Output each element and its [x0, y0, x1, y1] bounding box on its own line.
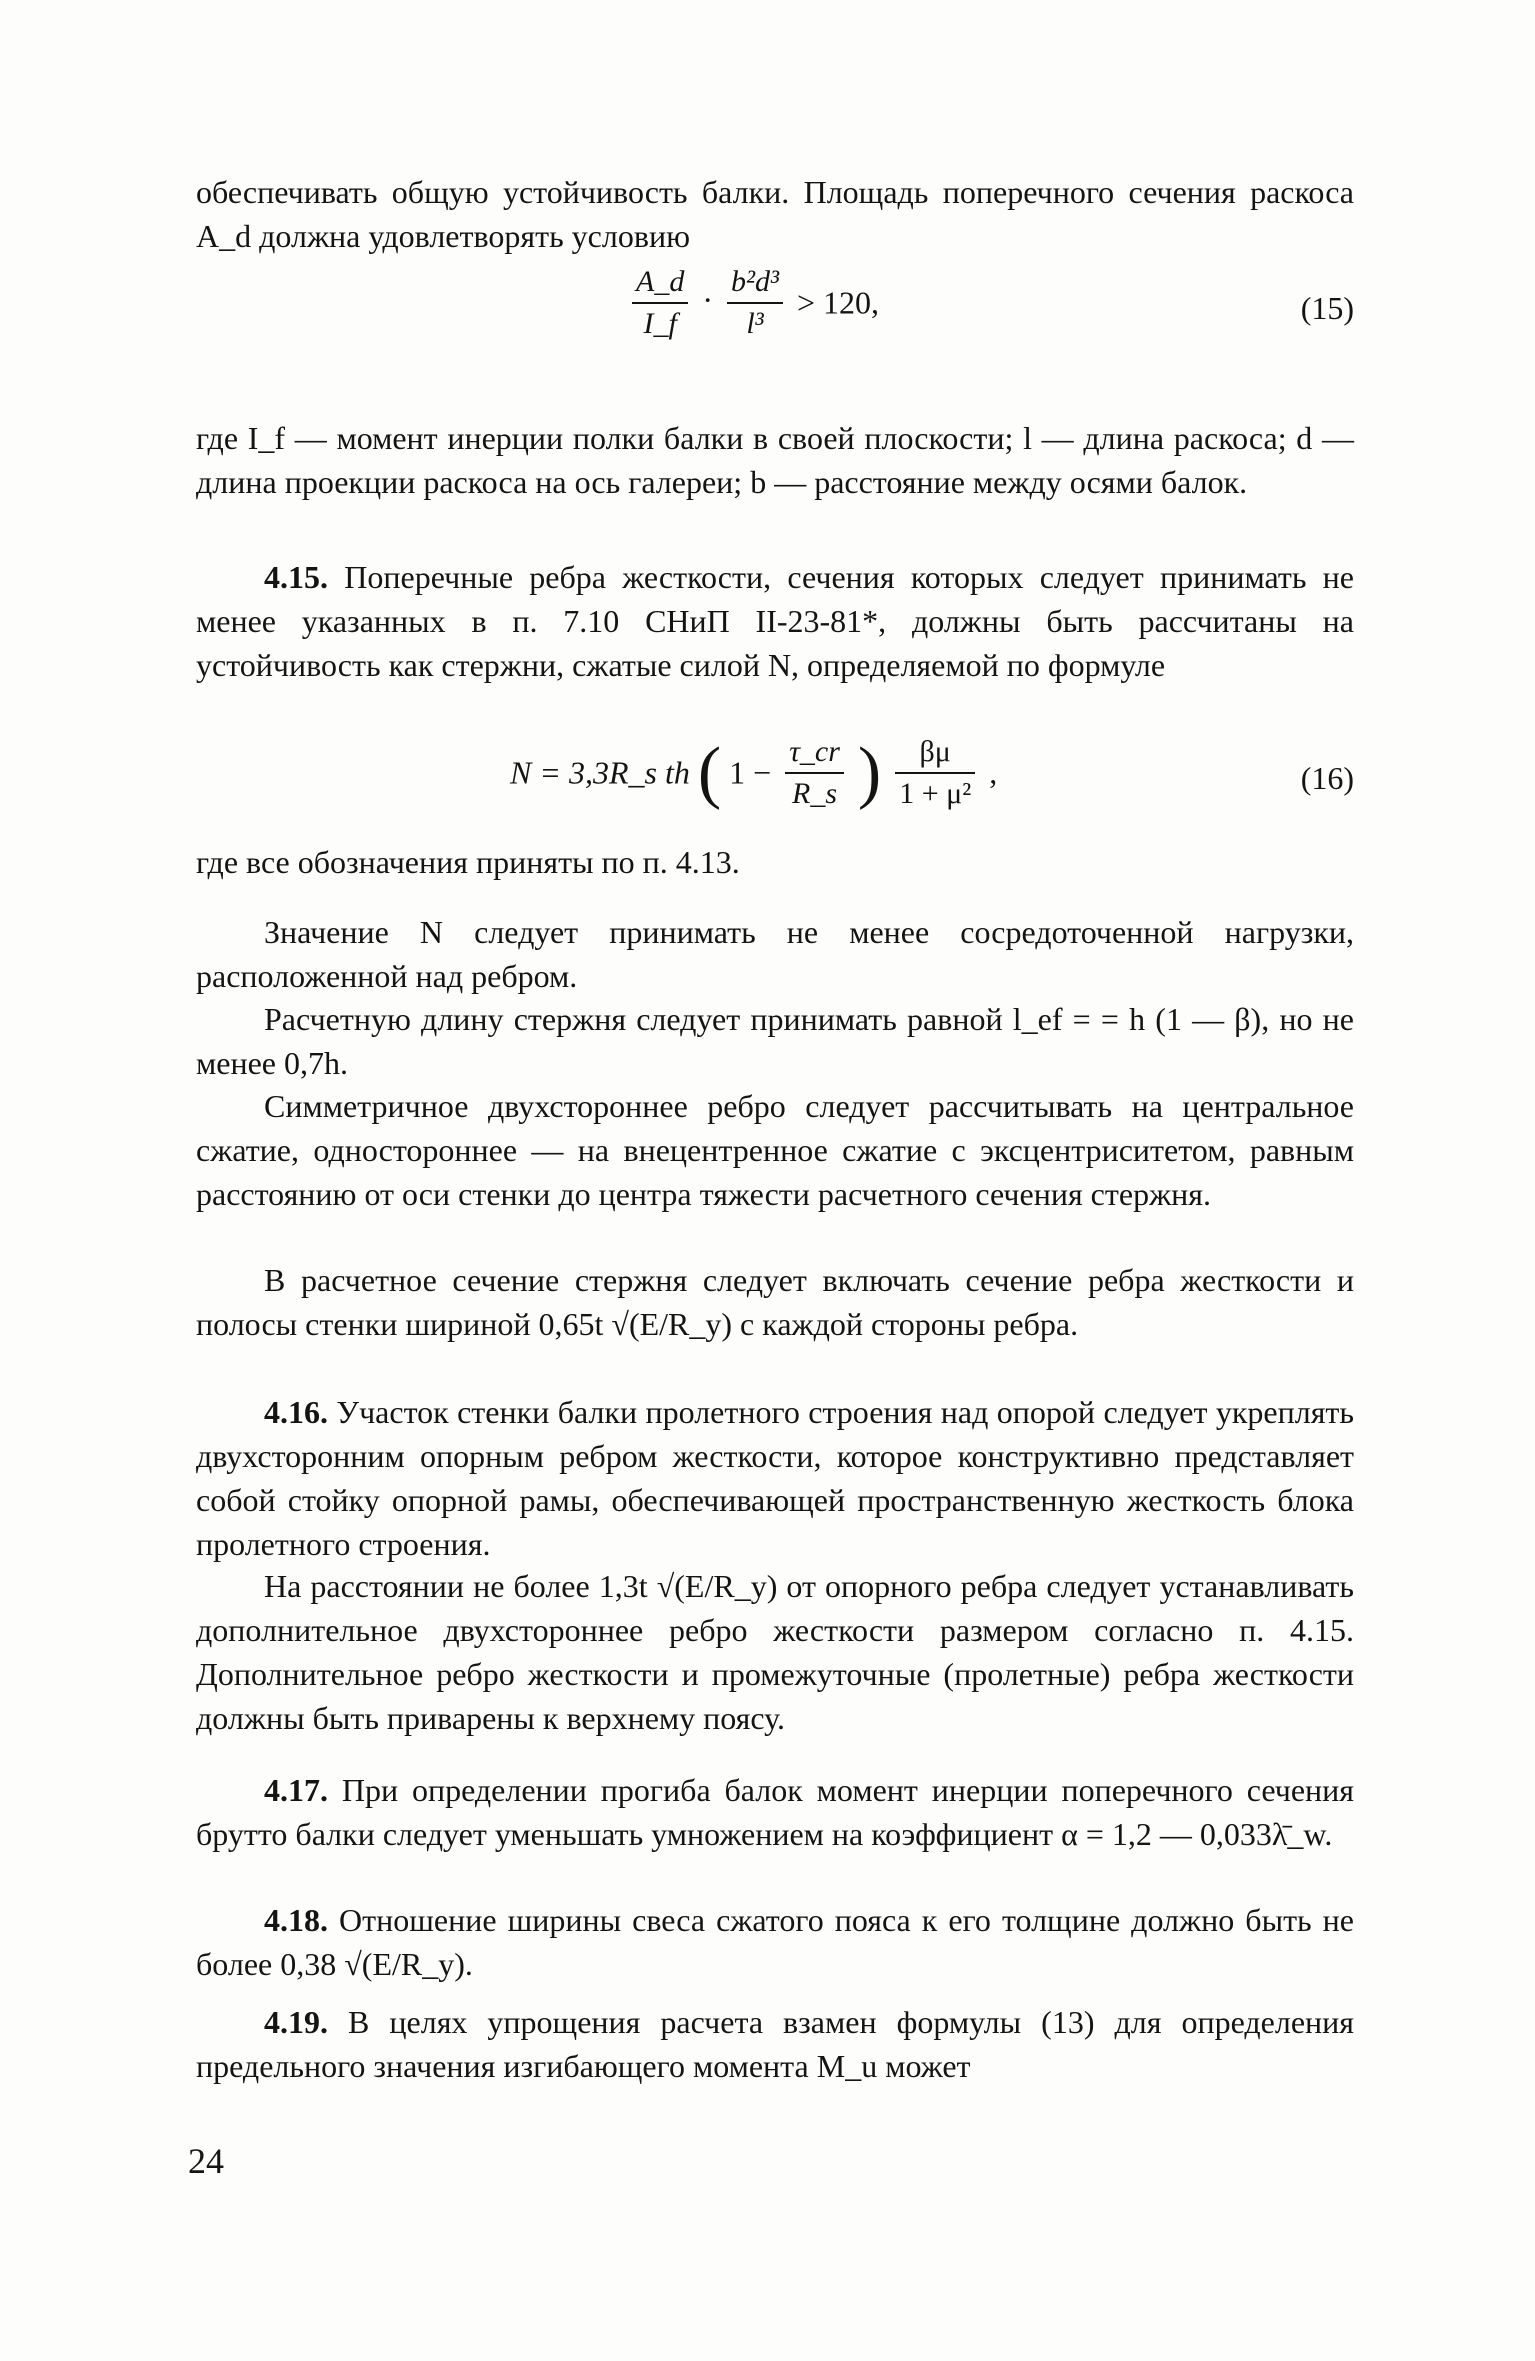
eq16-lhs: N = 3,3R_s th [510, 754, 690, 791]
section-4-19-text: В целях упрощения расчета взамен формулы (13) для определения предельного значения изгибающего момента M_u может [196, 2004, 1355, 2084]
eq16-frac2-denominator: 1 + μ² [899, 777, 972, 810]
section-4-17-text: При определении прогиба балок момент инерции поперечного сечения брутто балки следует уменьшать умножением на коэффициент α = 1,2 — 0,033λ̄_w. [196, 1772, 1355, 1852]
eq16-frac1-numerator: τ_cr [785, 732, 844, 774]
equation-16-body [510, 732, 997, 814]
section-4-16-text: Участок стенки балки пролетного строения над опорой следует укреплять двухсторонним опорным ребром жесткости, которое конструктивно представляет собой стойку опорной рамы, обеспечивающей пространственную жесткость блока пролетного строения. [196, 1394, 1355, 1562]
eq16-frac1-denominator: R_s [792, 777, 838, 810]
where-15: где I_f — момент инерции полки балки в своей плоскости; l — длина раскоса; d — длина проекции раскоса на ось галереи; b — расстояние между осями балок. [196, 420, 1354, 500]
equation-15-body [626, 262, 879, 344]
section-4-15 [196, 555, 1354, 687]
section-4-17 [196, 1768, 1354, 1856]
eq15-frac2-numerator: b²d³ [727, 262, 783, 304]
eq15-rhs: > 120, [796, 284, 880, 321]
equation-16 [196, 732, 1354, 832]
para-length: Расчетную длину стержня следует принимать равной l_ef = = h (1 — β), но не менее 0,7h. [196, 1001, 1354, 1081]
para-distance: На расстоянии не более 1,3t √(E/R_y) от опорного ребра следует устанавливать дополнительное двухстороннее ребро жесткости размером согласно п. 4.15. Дополнительное ребро жесткости и промежуточные (пролетные) ребра жесткости должны быть приварены к верхнему поясу. [196, 1568, 1354, 1736]
eq16-fraction-2 [895, 732, 975, 814]
page-number: 24 [188, 2141, 224, 2181]
where-16: где все обозначения приняты по п. 4.13. [196, 844, 740, 880]
eq15-fraction-2 [727, 262, 783, 344]
section-4-16 [196, 1390, 1354, 1566]
para-symmetric: Симметричное двухстороннее ребро следует рассчитывать на центральное сжатие, одностороннее — на внецентренное сжатие с эксцентриситетом, равным расстоянию от оси стенки до центра тяжести расчетного сечения стержня. [196, 1088, 1354, 1212]
eq16-comma: , [989, 754, 998, 791]
section-4-19-number: 4.19. [264, 2004, 328, 2040]
intro-paragraph: обеспечивать общую устойчивость балки. Площадь поперечного сечения раскоса A_d должна удовлетворять условию [196, 174, 1354, 254]
section-4-15-number: 4.15. [264, 559, 328, 595]
section-4-15-text: Поперечные ребра жесткости, сечения которых следует принимать не менее указанных в п. 7.10 СНиП II-23-81*, должны быть рассчитаны на устойчивость как стержни, сжатые силой N, определяемой по формуле [196, 559, 1354, 683]
section-4-16-number: 4.16. [264, 1394, 328, 1430]
section-4-18-number: 4.18. [264, 1902, 328, 1938]
equation-15-number: (15) [1300, 290, 1354, 326]
equation-15 [196, 262, 1354, 362]
eq16-one-minus: 1 − [729, 754, 772, 791]
section-4-19 [196, 2000, 1354, 2088]
eq15-frac2-denominator: l³ [746, 307, 764, 340]
section-4-17-number: 4.17. [264, 1772, 328, 1808]
equation-16-number: (16) [1300, 760, 1354, 796]
eq15-fraction-1 [632, 262, 688, 344]
para-section: В расчетное сечение стержня следует включать сечение ребра жесткости и полосы стенки шириной 0,65t √(E/R_y) с каждой стороны ребра. [196, 1262, 1354, 1342]
eq16-paren-open: ( [697, 734, 722, 811]
eq15-frac1-numerator: A_d [632, 262, 688, 304]
eq15-frac1-denominator: I_f [643, 307, 677, 340]
eq15-dot: · [702, 281, 713, 318]
para-n-value: Значение N следует принимать не менее сосредоточенной нагрузки, расположенной над ребром. [196, 914, 1354, 994]
eq16-paren-close: ) [857, 734, 882, 811]
eq16-fraction-1 [785, 732, 844, 814]
section-4-18-text: Отношение ширины свеса сжатого пояса к его толщине должно быть не более 0,38 √(E/R_y). [196, 1902, 1355, 1982]
section-4-18 [196, 1898, 1354, 1986]
eq16-frac2-numerator: βμ [895, 732, 975, 774]
